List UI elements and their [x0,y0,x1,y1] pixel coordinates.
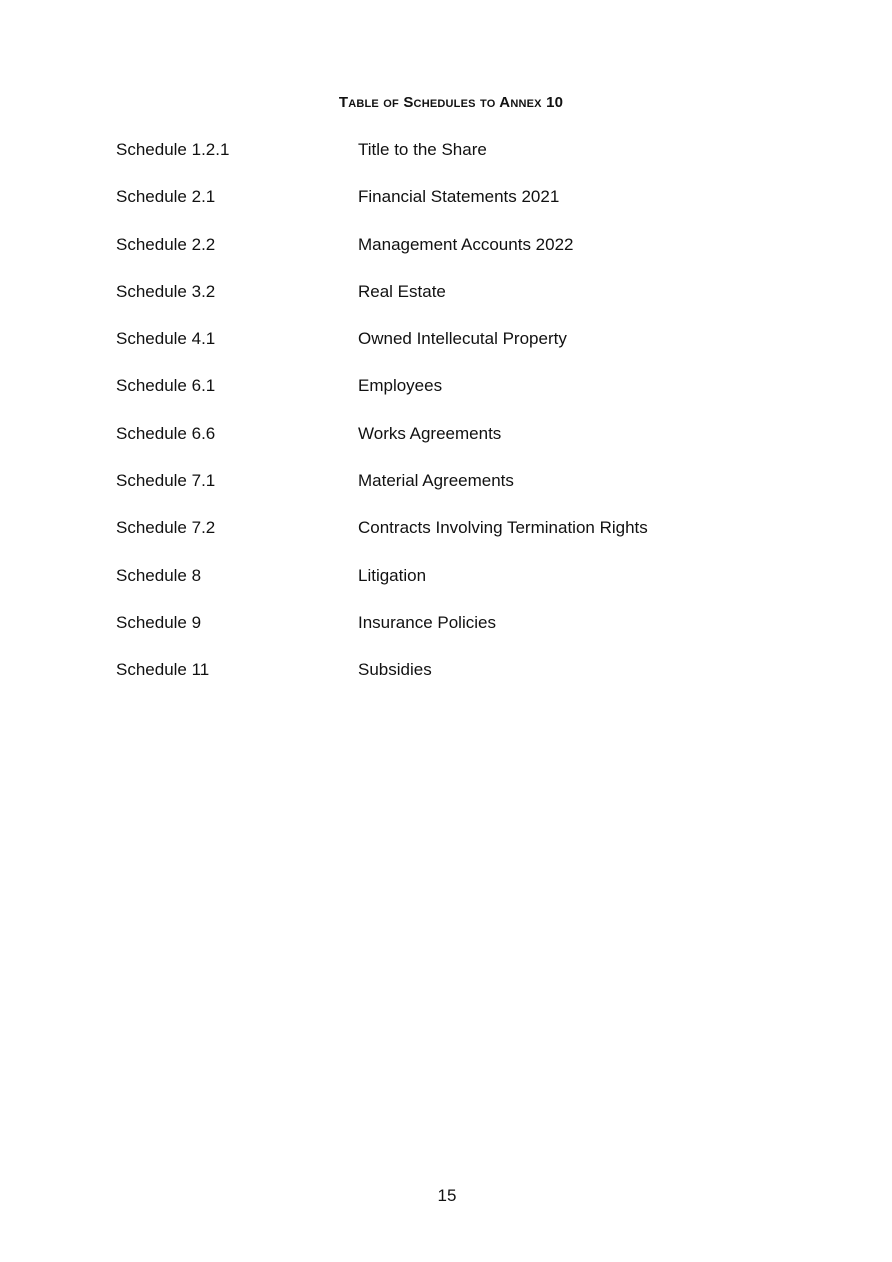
schedule-title: Financial Statements 2021 [358,187,560,207]
schedule-title: Insurance Policies [358,612,496,632]
table-row [116,328,796,375]
schedule-title: Contracts Involving Termination Rights [358,518,648,538]
schedule-number: Schedule 4.1 [116,329,216,349]
schedule-number: Schedule 11 [116,660,210,680]
schedule-title: Litigation [358,565,427,585]
schedule-title: Works Agreements [358,423,502,443]
table-row [116,234,796,281]
table-row [116,186,796,233]
table-row [116,659,796,706]
table-row [116,470,796,517]
schedule-title: Real Estate [358,281,446,301]
schedule-number: Schedule 6.6 [116,423,216,443]
table-row [116,375,796,422]
schedule-number: Schedule 3.2 [116,281,216,301]
schedule-number: Schedule 8 [116,565,202,585]
schedule-number: Schedule 9 [116,612,202,632]
schedule-number: Schedule 7.1 [116,471,216,491]
schedule-title: Employees [358,376,443,396]
schedule-number: Schedule 2.2 [116,234,216,254]
table-row [116,139,796,186]
schedule-title: Title to the Share [358,140,487,159]
schedule-title: Material Agreements [358,471,514,491]
schedule-number: Schedule 7.2 [116,518,216,538]
schedule-number: Schedule 2.1 [116,187,216,207]
schedule-table [116,139,796,707]
schedule-title: Management Accounts 2022 [358,234,574,254]
schedule-number: Schedule 6.1 [116,376,216,396]
table-row [116,423,796,470]
schedule-number: Schedule 1.2.1 [116,140,230,159]
schedule-title: Owned Intellecutal Property [358,329,567,349]
page-number: 15 [437,1186,457,1205]
page-title: Table of Schedules to Annex 10 [338,94,564,111]
schedule-title: Subsidies [358,660,432,680]
table-row [116,565,796,612]
table-row [116,281,796,328]
table-row [116,612,796,659]
table-row [116,517,796,564]
